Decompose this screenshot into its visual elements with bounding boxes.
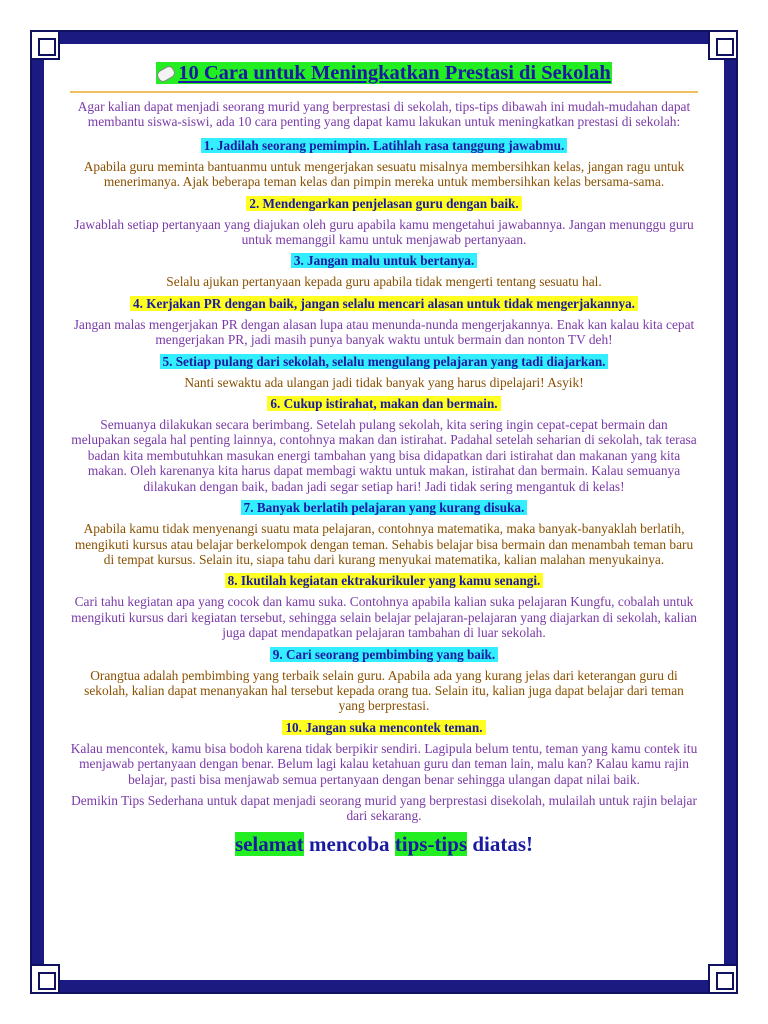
tip-heading-text: 3. Jangan malu untuk bertanya. (291, 253, 477, 268)
tip-heading (70, 396, 698, 411)
corner-ornament-bottom-right (708, 964, 738, 994)
tip-heading (70, 647, 698, 662)
tip-body: Orangtua adalah pembimbing yang terbaik selain guru. Apabila ada yang kurang jelas dari keterangan guru di sekolah, kalian dapat menanyakan hal tersebut kepada orang tua. Selain itu, kalian juga dapat belajar dari teman yang berprestasi. (84, 667, 684, 714)
tip-heading-text: 6. Cukup istirahat, makan dan bermain. (267, 396, 500, 411)
tip-body: Kalau mencontek, kamu bisa bodoh karena tidak berpikir sendiri. Lagipula belum tentu, teman yang kamu contek itu menjawab pertanyaan dengan benar. Belum lagi kalau ketahuan guru dan teman lain, malu kan? Kalau kamu rajin belajar, pasti bisa menjawab semua pertanyaan dengan benar sehingga ulangan dapat nilai baik. (70, 740, 698, 787)
corner-ornament-bottom-left (30, 964, 60, 994)
tip-body: Semuanya dilakukan secara berimbang. Setelah pulang sekolah, kita sering ingin cepat-cepat bermain dan melupakan segala hal penting lainnya, contohnya makan dan istirahat. Padahal setelah seharian di sekolah, tak terasa badan kita membutuhkan masukan energi tambahan yang bisa didapatkan dari istirahat dan makanan yang kita makan. Oleh karenanya kita harus dapat membagi waktu untuk makan, istirahat dan bermain. Kalau semuanya dilakukan dengan baik, badan jadi segar setiap hari! Jadi tidak sering mengantuk di kelas! (71, 417, 697, 494)
bandage-icon (155, 65, 177, 84)
tip-heading (70, 500, 698, 515)
tip-heading (70, 720, 698, 735)
tip-heading (70, 138, 698, 153)
corner-ornament-top-left (30, 30, 60, 60)
tip-body: Cari tahu kegiatan apa yang cocok dan kamu suka. Contohnya apabila kalian suka pelajaran Kungfu, cobalah untuk mengikuti kursus dari kegiatan tersebut, sehingga selain belajar pelajaran-pelajaran yang diajarkan di sekolah, kalian juga dapat mendapatkan pelajaran tambahan di luar sekolah. (71, 594, 697, 641)
tip-heading (70, 573, 698, 588)
page-title (70, 62, 698, 85)
tip-heading (70, 253, 698, 268)
tip-body: Selalu ajukan pertanyaan kepada guru apabila tidak mengerti tentang sesuatu hal. (166, 274, 602, 290)
tip-heading (70, 196, 698, 211)
corner-ornament-top-right (708, 30, 738, 60)
tip-heading-text: 9. Cari seorang pembimbing yang baik. (270, 647, 498, 662)
closing-line (70, 832, 698, 857)
tips-list (70, 138, 698, 787)
tip-body: Apabila guru meminta bantuanmu untuk mengerjakan sesuatu misalnya membersihkan kelas, jangan ragu untuk menerimanya. Ajak beberapa teman kelas dan pimpin mereka untuk membersihkan kelas bersama-sama. (83, 158, 685, 190)
title-divider (70, 91, 698, 93)
tip-heading-text: 10. Jangan suka mencontek teman. (282, 720, 485, 735)
tip-heading-text: 2. Mendengarkan penjelasan guru dengan baik. (246, 196, 521, 211)
outro-paragraph: Demikin Tips Sederhana untuk dapat menjadi seorang murid yang berprestasi disekolah, mulailah untuk rajin belajar dari sekarang. (71, 792, 697, 824)
tip-body: Jawablah setiap pertanyaan yang diajukan oleh guru apabila kamu mengetahui jawabannya. Jangan menunggu guru untuk memanggil kamu untuk menjawab pertanyaan. (74, 216, 694, 248)
closing-word-4: diatas! (472, 831, 534, 856)
tip-heading-text: 4. Kerjakan PR dengan baik, jangan selalu mencari alasan untuk tidak mengerjakannya. (130, 296, 638, 311)
tip-body: Jangan malas mengerjakan PR dengan alasan lupa atau menunda-nunda mengerjakannya. Enak kan kalau kita cepat mengerjakan PR, jadi masih punya banyak waktu untuk bermain dan nonton TV deh! (73, 316, 695, 348)
tip-heading-text: 8. Ikutilah kegiatan ektrakurikuler yang kamu senangi. (225, 573, 544, 588)
tip-body: Nanti sewaktu ada ulangan jadi tidak banyak yang harus dipelajari! Asyik! (184, 374, 584, 390)
closing-word-1: selamat (234, 831, 304, 856)
tip-heading-text: 1. Jadilah seorang pemimpin. Latihlah rasa tanggung jawabmu. (201, 138, 568, 153)
tip-body: Apabila kamu tidak menyenangi suatu mata pelajaran, contohnya matematika, maka banyak-banyaklah berlatih, mengikuti kursus atau belajar berkelompok dengan teman. Sehabis belajar bisa bermain dan menambah teman baru di tempat kursus. Selain itu, siapa tahu dari kurang menyukai matematika, kalian malahan menyukainya. (74, 521, 694, 567)
tip-heading (70, 354, 698, 369)
document-content (70, 58, 698, 857)
tip-heading-text: 7. Banyak berlatih pelajaran yang kurang disuka. (241, 500, 528, 515)
closing-word-2: mencoba (309, 831, 390, 856)
tip-heading (70, 296, 698, 311)
closing-word-3: tips-tips (394, 831, 468, 856)
title-highlight (156, 62, 611, 84)
intro-paragraph: Agar kalian dapat menjadi seorang murid yang berprestasi di sekolah, tips-tips dibawah ini mudah-mudahan dapat membantu siswa-siswi, ada 10 cara penting yang dapat kamu lakukan untuk meningkatkan prestasi di sekolah: (77, 99, 691, 130)
title-text: 10 Cara untuk Meningkatkan Prestasi di Sekolah (178, 62, 611, 84)
tip-heading-text: 5. Setiap pulang dari sekolah, selalu mengulang pelajaran yang tadi diajarkan. (160, 354, 609, 369)
